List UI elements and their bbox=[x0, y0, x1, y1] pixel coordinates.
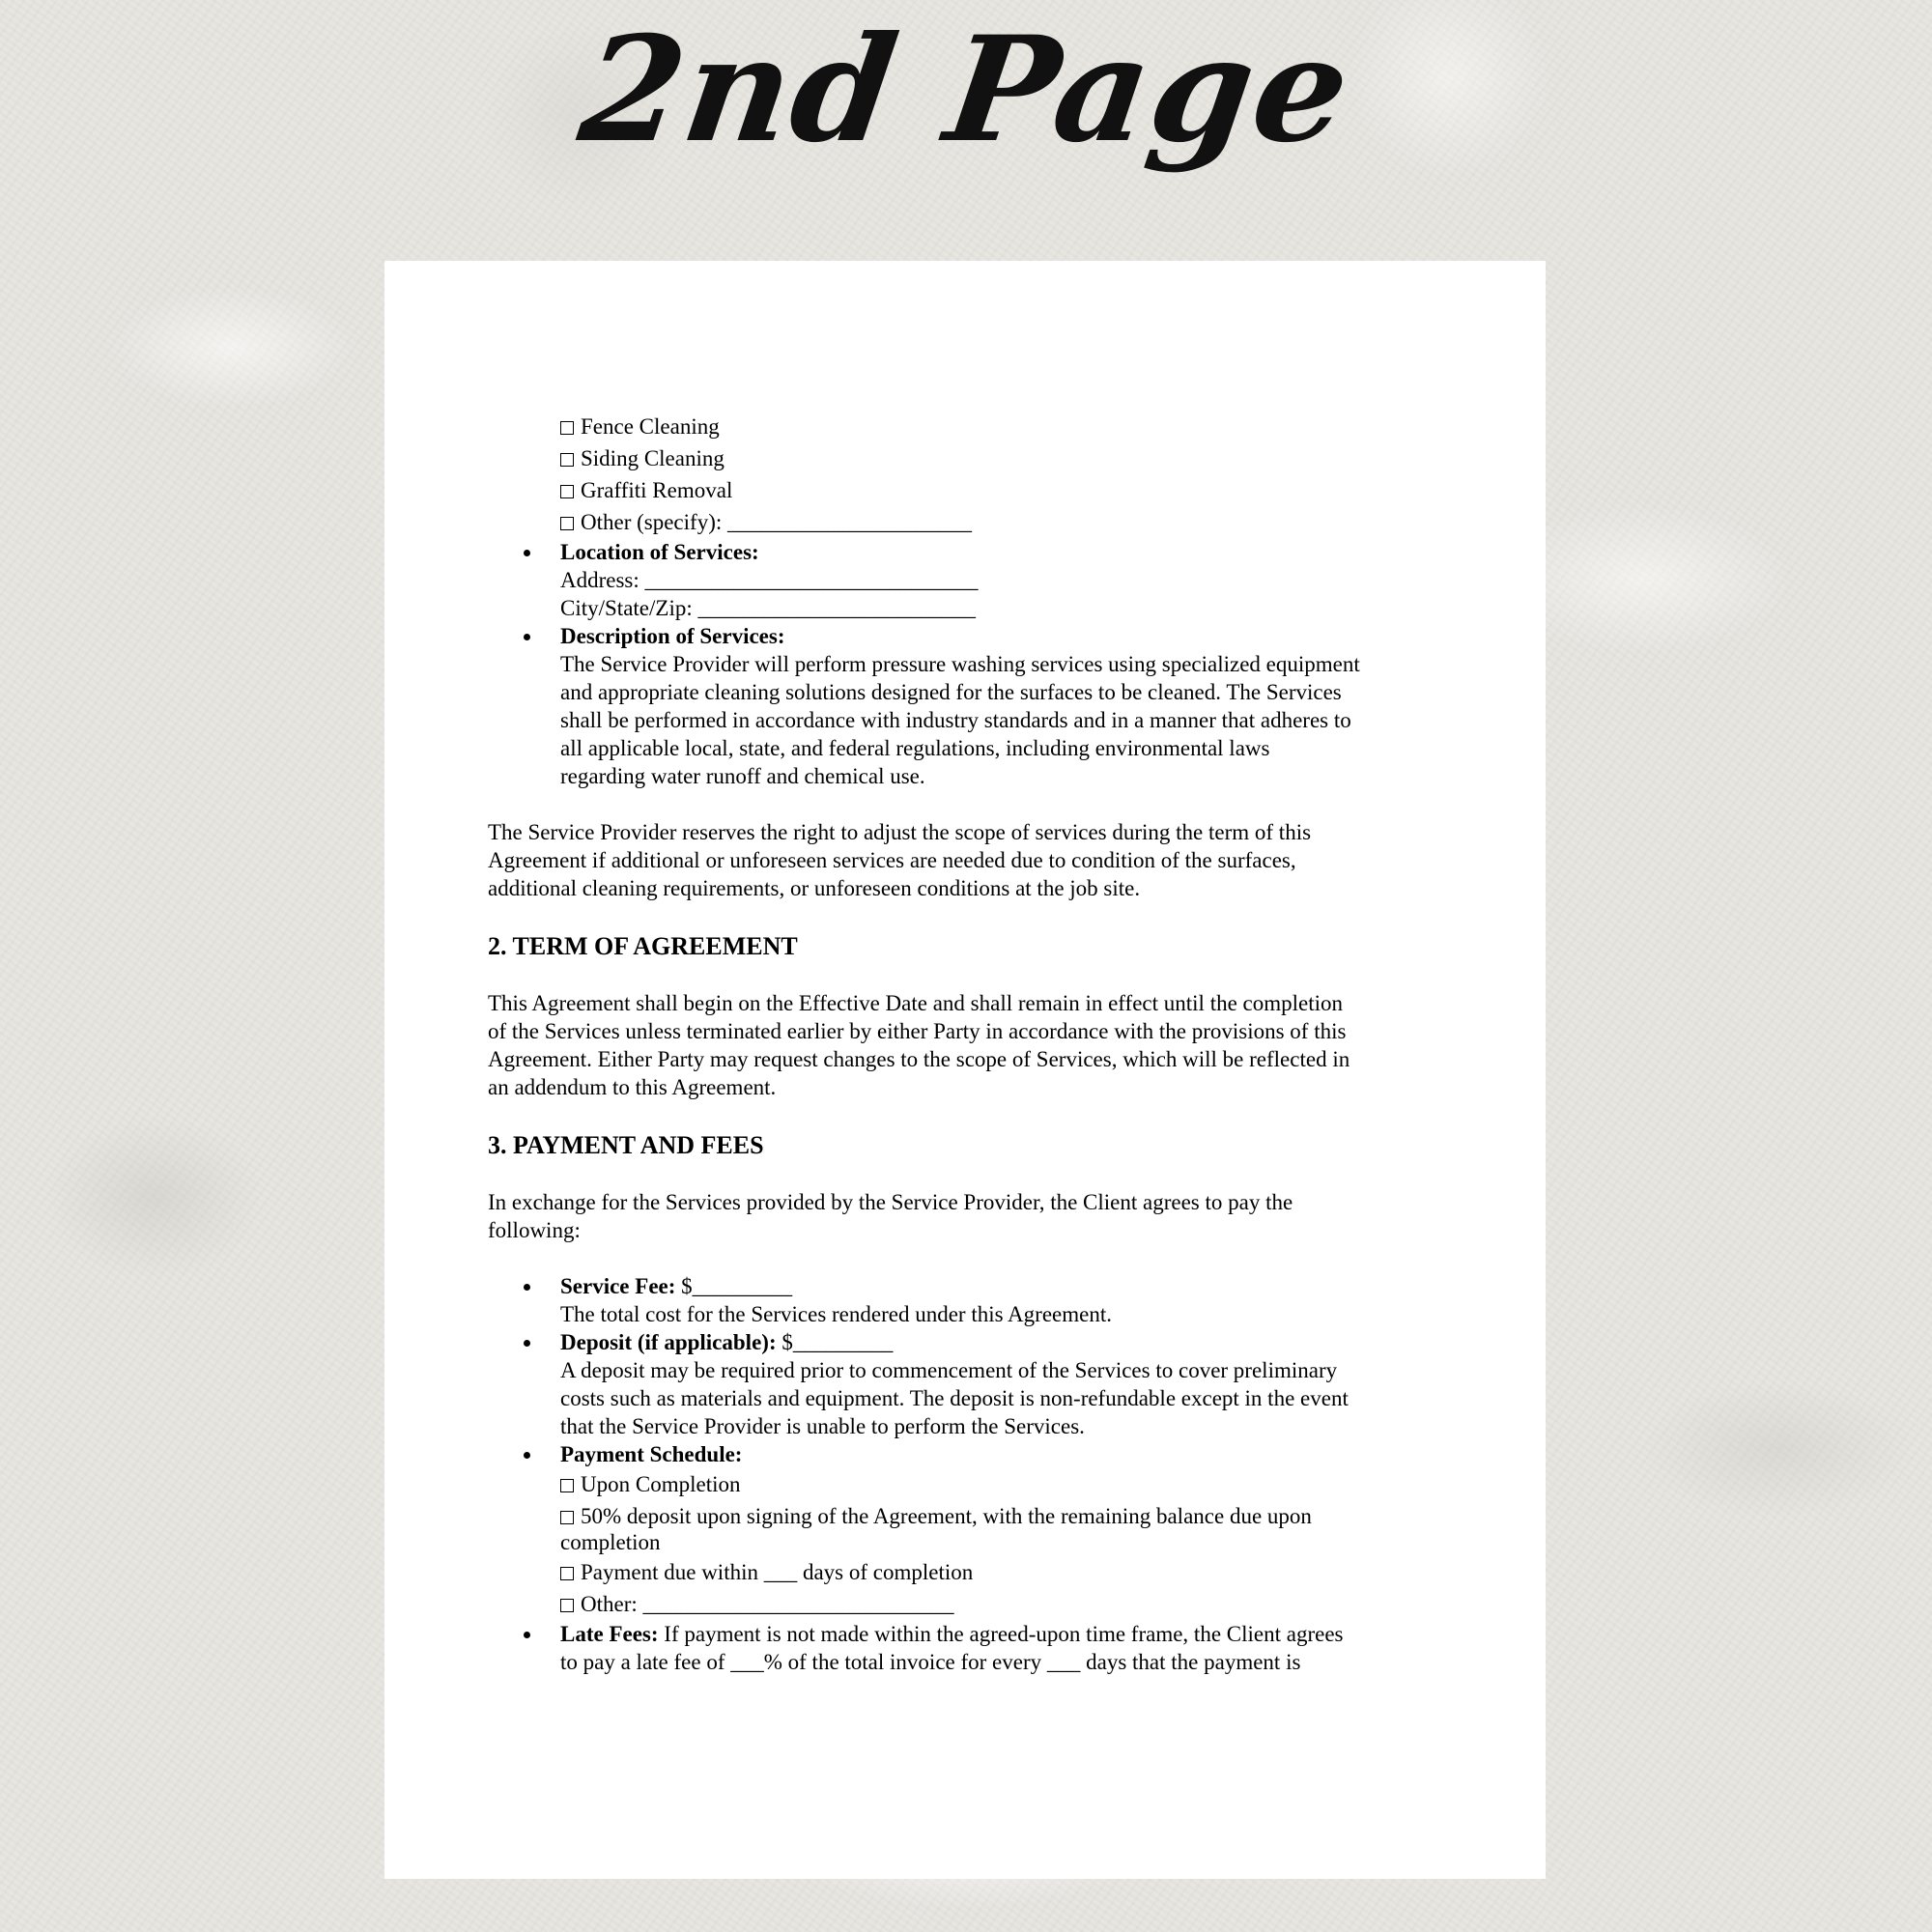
description-line: regarding water runoff and chemical use. bbox=[560, 764, 925, 788]
schedule-option[interactable]: Upon Completion bbox=[560, 1468, 1449, 1500]
service-fee-label: Service Fee: bbox=[560, 1274, 676, 1298]
checkbox-icon[interactable] bbox=[560, 1511, 574, 1524]
checkbox-icon[interactable] bbox=[560, 1567, 574, 1580]
deposit-field[interactable]: $_________ bbox=[776, 1330, 894, 1354]
service-fee-field[interactable]: $_________ bbox=[675, 1274, 793, 1298]
schedule-option[interactable]: Other: ____________________________ bbox=[560, 1588, 1449, 1620]
payment-schedule-item bbox=[488, 1440, 1449, 1620]
description-line: The Service Provider will perform pressure washing services using specialized equipment bbox=[560, 652, 1360, 676]
description-section bbox=[488, 622, 1449, 790]
late-fees-label: Late Fees: bbox=[560, 1622, 659, 1646]
checkbox-icon[interactable] bbox=[560, 1599, 574, 1612]
deposit-item: Deposit (if applicable): $_________ A deposit may be required prior to commencement of the Services to cover preliminary costs such as materials and equipment. The deposit is non-refundable except in the event that the Service Provider is unable to perform the Services. bbox=[488, 1328, 1449, 1440]
location-section bbox=[488, 538, 1449, 622]
location-label: Location of Services: bbox=[560, 540, 759, 564]
checkbox-icon[interactable] bbox=[560, 485, 574, 498]
schedule-option[interactable]: 50% deposit upon signing of the Agreement, with the remaining balance due upon bbox=[560, 1500, 1449, 1532]
checkbox-icon[interactable] bbox=[560, 517, 574, 530]
description-label: Description of Services: bbox=[560, 624, 785, 648]
late-fees-item: Late Fees: If payment is not made within the agreed-upon time frame, the Client agrees to pay a late fee of ___% of the total invoice for every ___ days that the payment is bbox=[488, 1620, 1449, 1676]
bullet-icon bbox=[524, 1452, 530, 1459]
checkbox-icon[interactable] bbox=[560, 453, 574, 467]
bullet-icon bbox=[524, 1340, 530, 1347]
payment-intro: In exchange for the Services provided by the Service Provider, the Client agrees to pay the following: bbox=[488, 1190, 1293, 1242]
deposit-label: Deposit (if applicable): bbox=[560, 1330, 777, 1354]
service-option[interactable]: Siding Cleaning bbox=[560, 442, 1449, 474]
schedule-option[interactable]: Payment due within ___ days of completion bbox=[560, 1556, 1449, 1588]
term-heading: 2. TERM OF AGREEMENT bbox=[488, 932, 798, 960]
scope-paragraph: The Service Provider reserves the right to adjust the scope of services during the term of this Agreement if additional or unforeseen services are needed due to condition of the surfaces, additional cleaning requirements, or unforeseen conditions at the job site. bbox=[488, 820, 1312, 900]
service-fee-desc: The total cost for the Services rendered under this Agreement. bbox=[560, 1302, 1112, 1326]
service-fee-item bbox=[488, 1272, 1449, 1328]
checkbox-icon[interactable] bbox=[560, 421, 574, 435]
city-state-zip-field[interactable]: City/State/Zip: _________________________ bbox=[560, 596, 976, 620]
schedule-option-continued: completion bbox=[560, 1530, 661, 1554]
bullet-icon bbox=[524, 1632, 530, 1638]
address-field[interactable]: Address: ______________________________ bbox=[560, 568, 979, 592]
document-page bbox=[384, 261, 1546, 1879]
bullet-icon bbox=[524, 550, 530, 556]
description-line: shall be performed in accordance with industry standards and in a manner that adheres to bbox=[560, 708, 1351, 732]
service-options-list bbox=[488, 411, 1449, 538]
bullet-icon bbox=[524, 634, 530, 640]
payment-heading: 3. PAYMENT AND FEES bbox=[488, 1131, 764, 1159]
service-option[interactable]: Fence Cleaning bbox=[560, 411, 1449, 442]
term-paragraph: This Agreement shall begin on the Effective Date and shall remain in effect until the completion of the Services unless terminated earlier by either Party in accordance with the provisions of this Agreement. Either Party may request changes to the scope of Services, which will be reflected in an addendum to this Agreement. bbox=[488, 991, 1350, 1099]
description-line: all applicable local, state, and federal regulations, including environmental laws bbox=[560, 736, 1270, 760]
page-banner-title: 2nd Page bbox=[571, 5, 1361, 175]
bullet-icon bbox=[524, 1284, 530, 1291]
payment-schedule-label: Payment Schedule: bbox=[560, 1442, 743, 1466]
description-line: and appropriate cleaning solutions designed for the surfaces to be cleaned. The Services bbox=[560, 680, 1342, 704]
service-option[interactable]: Graffiti Removal bbox=[560, 474, 1449, 506]
checkbox-icon[interactable] bbox=[560, 1479, 574, 1492]
service-option[interactable]: Other (specify): ______________________ bbox=[560, 506, 1449, 538]
